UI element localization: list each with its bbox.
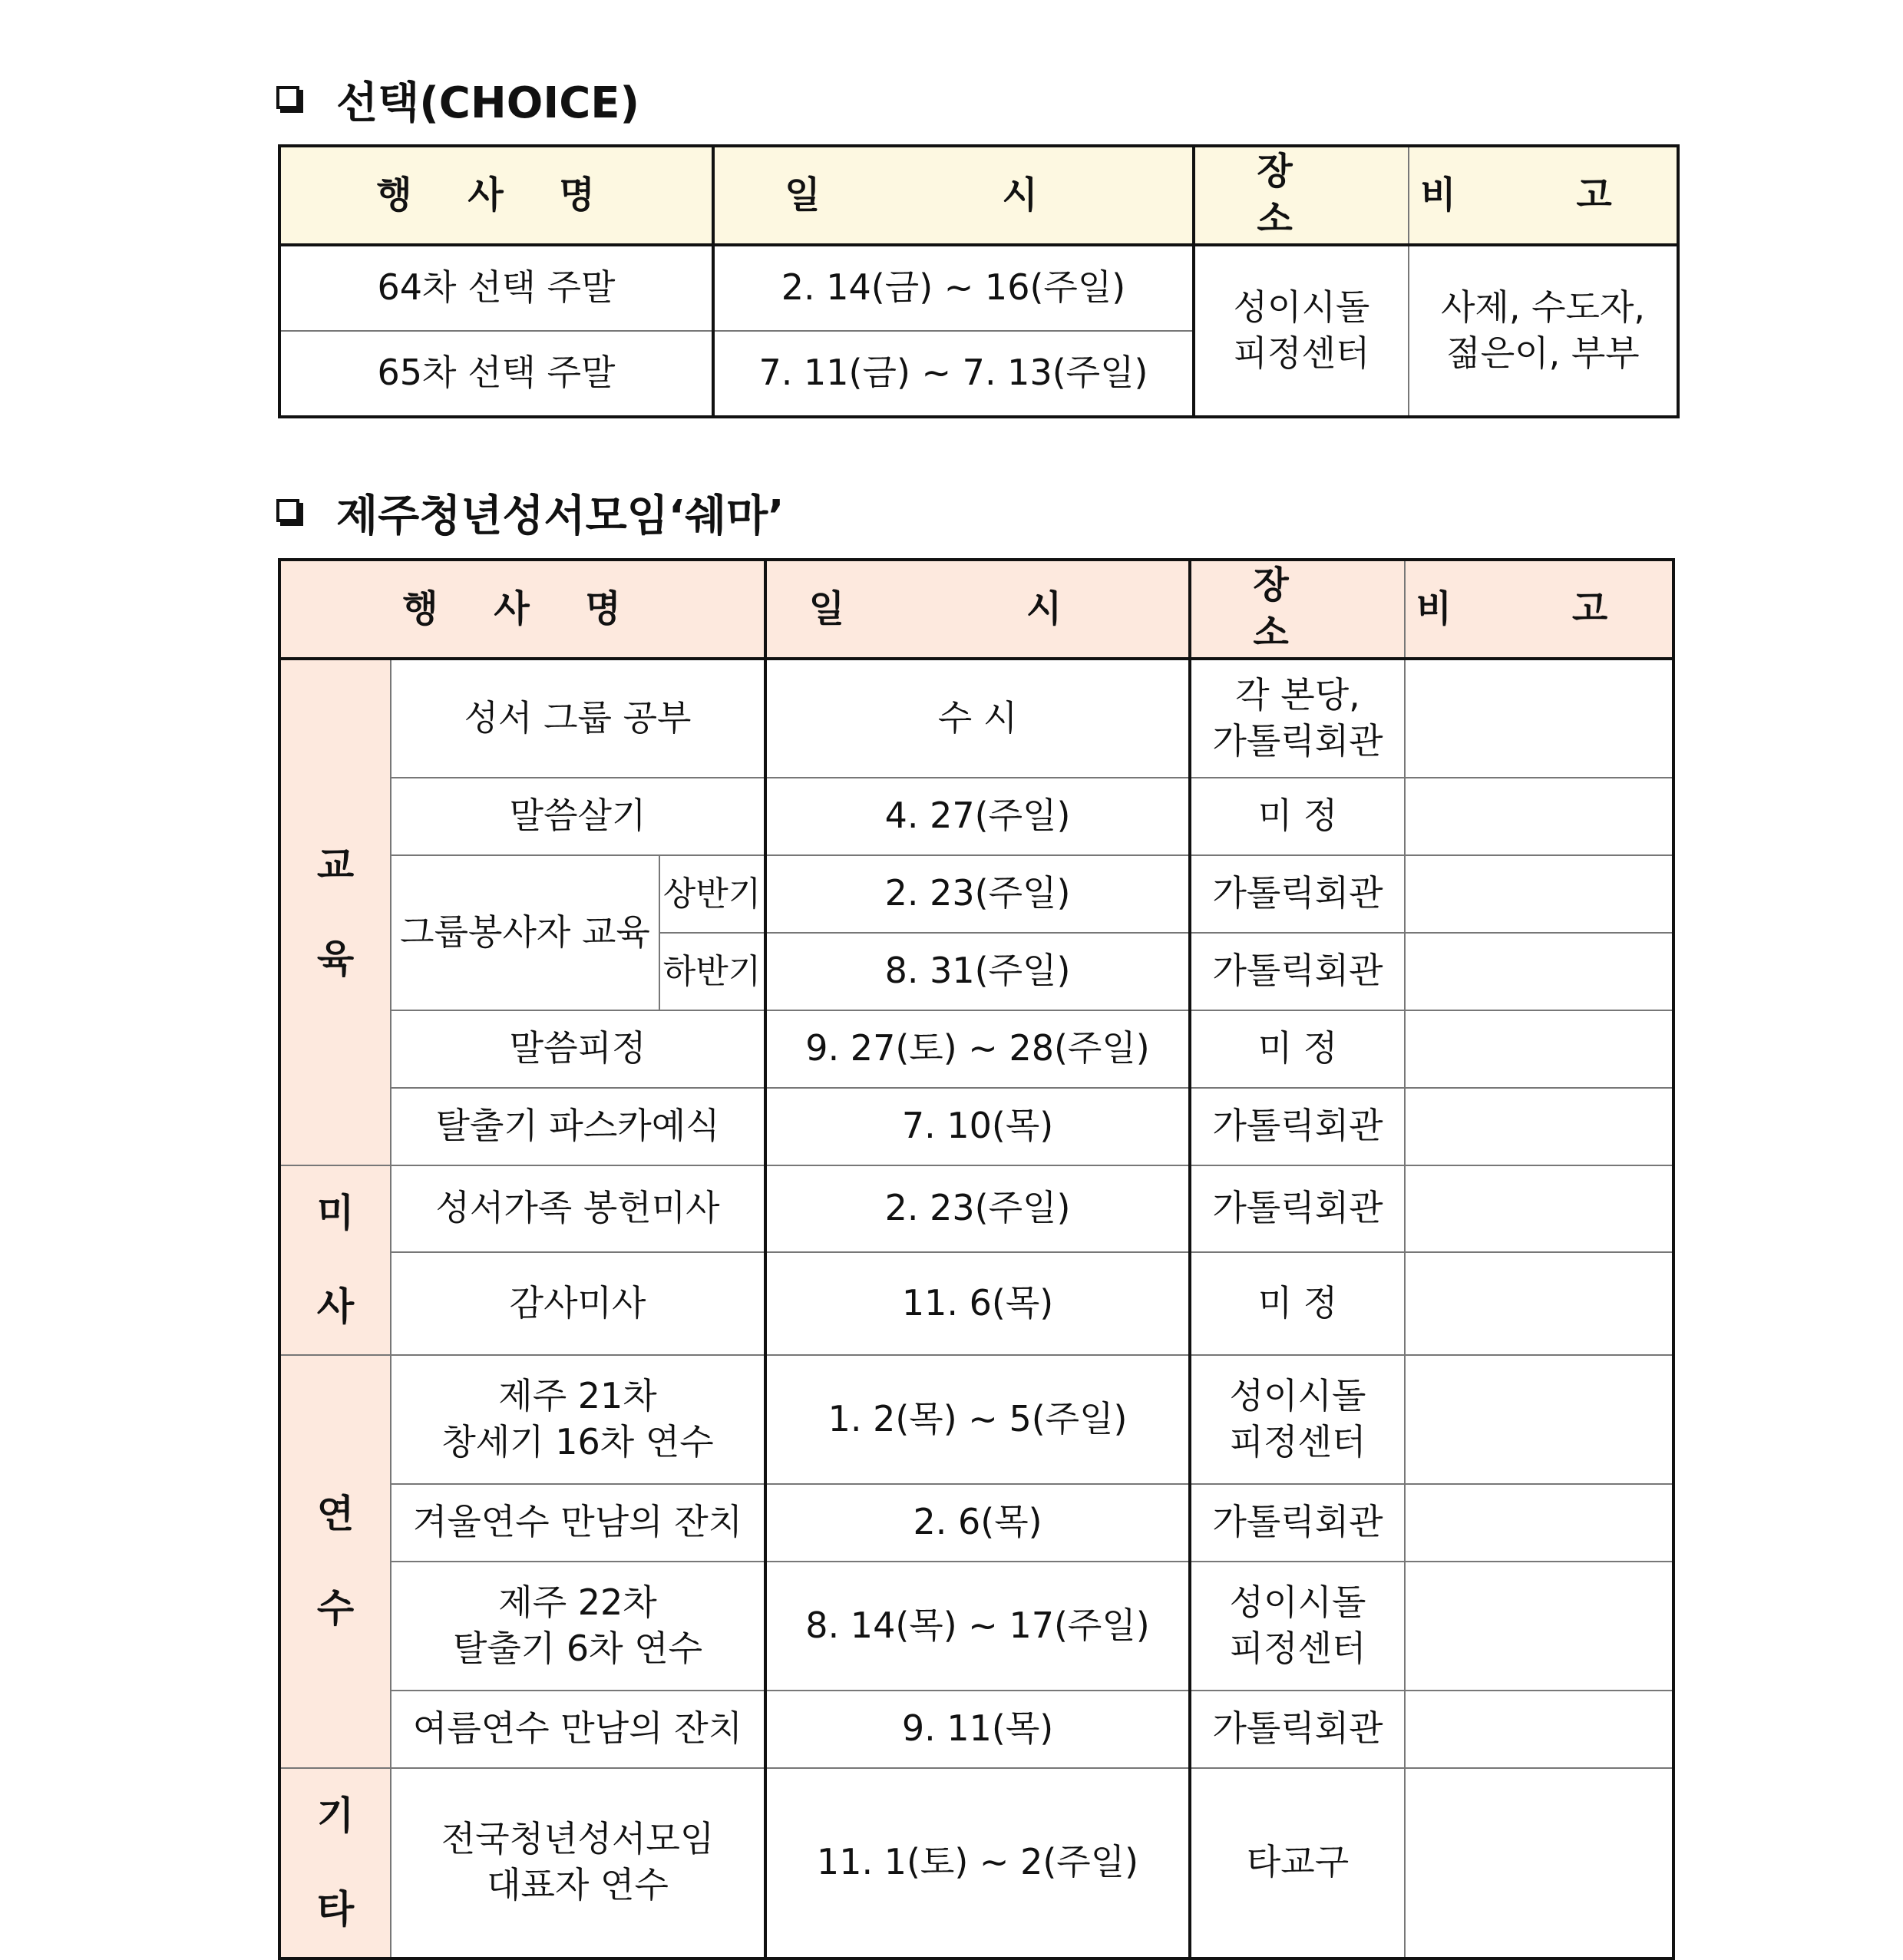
date-cell: 4. 27(주일) bbox=[765, 778, 1190, 855]
date-cell: 11. 6(목) bbox=[765, 1252, 1190, 1355]
date-cell: 2. 6(목) bbox=[765, 1484, 1190, 1562]
place-cell: 가톨릭회관 bbox=[1190, 1088, 1405, 1165]
date-cell: 7. 10(목) bbox=[765, 1088, 1190, 1165]
place-cell: 각 본당, 가톨릭회관 bbox=[1190, 659, 1405, 778]
place-cell: 성이시돌 피정센터 bbox=[1190, 1355, 1405, 1484]
note-cell bbox=[1405, 1252, 1673, 1355]
table-row bbox=[279, 1088, 1673, 1165]
header-note: 비 고 bbox=[1405, 560, 1673, 659]
date-cell: 11. 1(토) ~ 2(주일) bbox=[765, 1768, 1190, 1958]
shema-table bbox=[278, 558, 1675, 1960]
category-mass: 미 사 bbox=[279, 1165, 391, 1355]
date-cell: 2. 14(금) ~ 16(주일) bbox=[713, 245, 1194, 331]
event-cell: 65차 선택 주말 bbox=[279, 331, 713, 417]
table-header-row bbox=[279, 146, 1678, 245]
table-row bbox=[279, 1691, 1673, 1768]
table-row bbox=[279, 1562, 1673, 1691]
note-cell bbox=[1405, 778, 1673, 855]
header-date: 일 시 bbox=[765, 560, 1190, 659]
place-cell: 성이시돌 피정센터 bbox=[1194, 245, 1409, 417]
event-cell: 여름연수 만남의 잔치 bbox=[391, 1691, 765, 1768]
date-cell: 7. 11(금) ~ 7. 13(주일) bbox=[713, 331, 1194, 417]
place-cell: 가톨릭회관 bbox=[1190, 933, 1405, 1010]
note-cell bbox=[1405, 1165, 1673, 1252]
table-row bbox=[279, 1010, 1673, 1088]
section2-title bbox=[276, 482, 785, 544]
place-cell: 미 정 bbox=[1190, 1010, 1405, 1088]
place-cell: 타교구 bbox=[1190, 1768, 1405, 1958]
choice-table bbox=[278, 144, 1680, 418]
sub-period-cell: 상반기 bbox=[659, 855, 765, 933]
note-cell bbox=[1405, 1484, 1673, 1562]
date-cell: 2. 23(주일) bbox=[765, 855, 1190, 933]
event-cell: 제주 22차 탈출기 6차 연수 bbox=[391, 1562, 765, 1691]
note-cell: 사제, 수도자, 젊은이, 부부 bbox=[1409, 245, 1678, 417]
table-row bbox=[279, 659, 1673, 778]
category-education: 교 육 bbox=[279, 659, 391, 1165]
table-row bbox=[279, 1165, 1673, 1252]
note-cell bbox=[1405, 1768, 1673, 1958]
event-cell: 성서가족 봉헌미사 bbox=[391, 1165, 765, 1252]
table-row bbox=[279, 1252, 1673, 1355]
header-date: 일 시 bbox=[713, 146, 1194, 245]
square-bullet-icon bbox=[276, 86, 299, 109]
table-row bbox=[279, 245, 1678, 331]
event-cell: 전국청년성서모임 대표자 연수 bbox=[391, 1768, 765, 1958]
note-cell bbox=[1405, 1088, 1673, 1165]
place-cell: 가톨릭회관 bbox=[1190, 1484, 1405, 1562]
table-row bbox=[279, 1484, 1673, 1562]
category-etc: 기 타 bbox=[279, 1768, 391, 1958]
date-cell: 1. 2(목) ~ 5(주일) bbox=[765, 1355, 1190, 1484]
square-bullet-icon bbox=[276, 499, 299, 522]
table-header-row bbox=[279, 560, 1673, 659]
event-cell: 말씀피정 bbox=[391, 1010, 765, 1088]
place-cell: 미 정 bbox=[1190, 778, 1405, 855]
note-cell bbox=[1405, 659, 1673, 778]
table-row bbox=[279, 855, 1673, 933]
header-event: 행 사 명 bbox=[279, 560, 765, 659]
header-place: 장 소 bbox=[1194, 146, 1409, 245]
category-training: 연 수 bbox=[279, 1355, 391, 1768]
event-cell: 탈출기 파스카예식 bbox=[391, 1088, 765, 1165]
event-cell: 말씀살기 bbox=[391, 778, 765, 855]
header-place: 장 소 bbox=[1190, 560, 1405, 659]
event-cell: 성서 그룹 공부 bbox=[391, 659, 765, 778]
section2-title-text: 제주청년성서모임‘쉐마’ bbox=[336, 491, 785, 541]
place-cell: 미 정 bbox=[1190, 1252, 1405, 1355]
place-cell: 성이시돌 피정센터 bbox=[1190, 1562, 1405, 1691]
event-cell: 64차 선택 주말 bbox=[279, 245, 713, 331]
date-cell: 수 시 bbox=[765, 659, 1190, 778]
place-cell: 가톨릭회관 bbox=[1190, 855, 1405, 933]
table-row bbox=[279, 1768, 1673, 1958]
section1-title-text: 선택(CHOICE) bbox=[336, 78, 640, 128]
place-cell: 가톨릭회관 bbox=[1190, 1691, 1405, 1768]
event-cell: 그룹봉사자 교육 bbox=[391, 855, 659, 1010]
header-event: 행 사 명 bbox=[279, 146, 713, 245]
note-cell bbox=[1405, 1562, 1673, 1691]
note-cell bbox=[1405, 1010, 1673, 1088]
date-cell: 8. 14(목) ~ 17(주일) bbox=[765, 1562, 1190, 1691]
date-cell: 9. 27(토) ~ 28(주일) bbox=[765, 1010, 1190, 1088]
date-cell: 9. 11(목) bbox=[765, 1691, 1190, 1768]
event-cell: 제주 21차 창세기 16차 연수 bbox=[391, 1355, 765, 1484]
place-cell: 가톨릭회관 bbox=[1190, 1165, 1405, 1252]
header-note: 비 고 bbox=[1409, 146, 1678, 245]
note-cell bbox=[1405, 1691, 1673, 1768]
event-cell: 겨울연수 만남의 잔치 bbox=[391, 1484, 765, 1562]
date-cell: 8. 31(주일) bbox=[765, 933, 1190, 1010]
event-cell: 감사미사 bbox=[391, 1252, 765, 1355]
date-cell: 2. 23(주일) bbox=[765, 1165, 1190, 1252]
note-cell bbox=[1405, 933, 1673, 1010]
table-row bbox=[279, 1355, 1673, 1484]
sub-period-cell: 하반기 bbox=[659, 933, 765, 1010]
table-row bbox=[279, 778, 1673, 855]
note-cell bbox=[1405, 1355, 1673, 1484]
note-cell bbox=[1405, 855, 1673, 933]
section1-title bbox=[276, 69, 639, 131]
